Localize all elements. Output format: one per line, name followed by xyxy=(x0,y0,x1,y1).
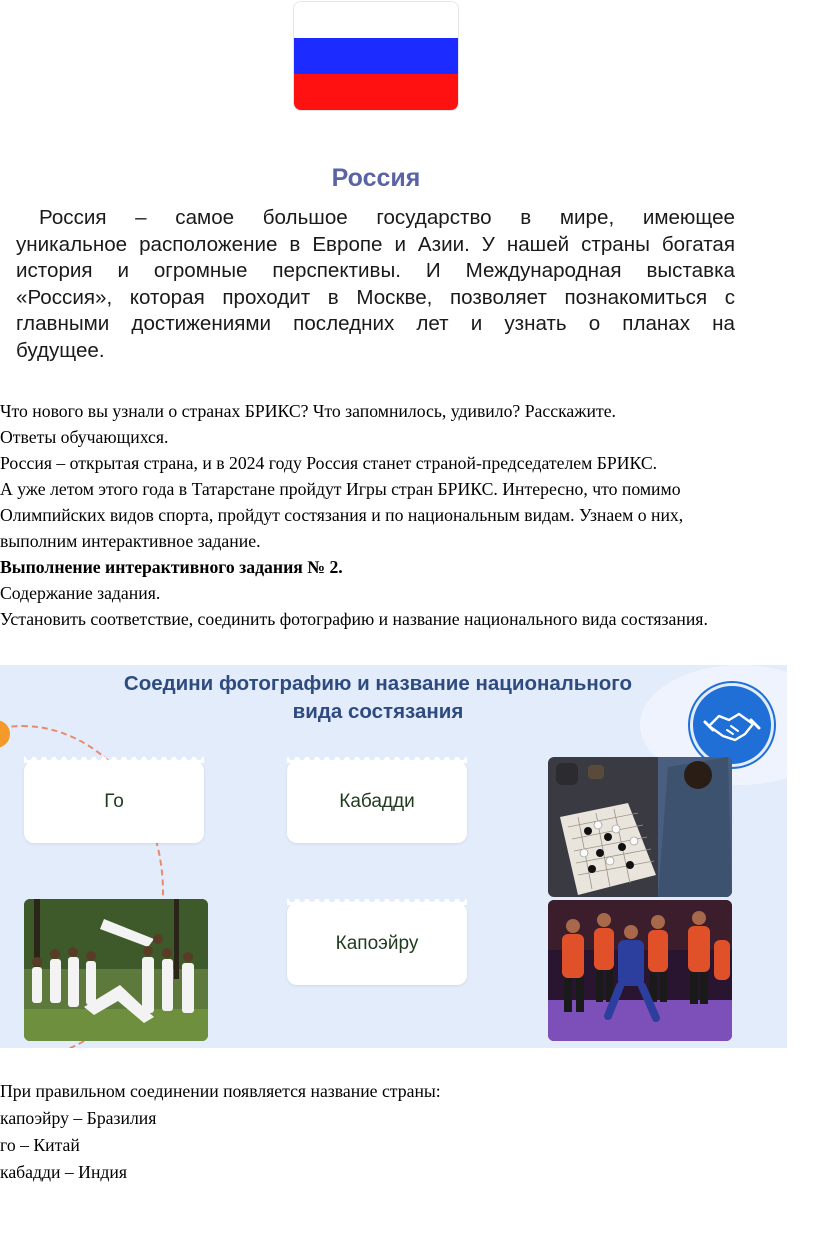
slide-title: Россия xyxy=(331,164,421,192)
answers-intro: При правильном соединении появляется название страны: xyxy=(0,1081,441,1101)
slide-paragraph-line: уникальное расположение в Европе и Азии. У нашей страны богатая xyxy=(16,232,735,256)
card-label: Го xyxy=(104,791,124,812)
slide-paragraph-line: главными достижениями последних лет и узнать о планах на xyxy=(16,312,735,336)
answers-block xyxy=(0,1078,441,1186)
slide-paragraph-line: «Россия», которая проходит в Москве, позволяет познакомиться с xyxy=(16,285,735,309)
card-capoeira[interactable] xyxy=(287,903,467,985)
document-line: Установить соответствие, соединить фотографию и название национального вида состязания. xyxy=(0,609,708,629)
task-heading: Выполнение интерактивного задания № 2. xyxy=(0,557,343,577)
flag-blue-stripe xyxy=(294,38,458,74)
card-label: Капоэйру xyxy=(335,933,419,954)
document-line: Ответы обучающихся. xyxy=(0,427,169,447)
card-go[interactable] xyxy=(24,761,204,843)
slide-paragraph-line: Россия – самое большое государство в мире, имеющее xyxy=(39,206,735,229)
slide-paragraph-line: будущее. xyxy=(16,338,105,362)
card-kabaddi[interactable] xyxy=(287,761,467,843)
interactive-task-image xyxy=(0,665,787,1048)
card-label: Кабадди xyxy=(339,791,415,812)
document-line: А уже летом этого года в Татарстане пройдут Игры стран БРИКС. Интересно, что помимо xyxy=(0,479,681,499)
document-line: Олимпийских видов спорта, пройдут состязания и по национальным видам. Узнаем о них, xyxy=(0,505,684,525)
document-line: Содержание задания. xyxy=(0,583,161,603)
flag-red-stripe xyxy=(294,74,458,110)
task-title-line: Соедини фотографию и название национального xyxy=(123,672,633,695)
answer-line: капоэйру – Бразилия xyxy=(0,1108,157,1128)
slide-paragraph-line: история и огромные перспективы. И Международная выставка xyxy=(16,259,735,283)
capoeira-photo[interactable] xyxy=(24,899,208,1041)
russia-flag xyxy=(294,2,458,110)
handshake-icon xyxy=(690,683,774,767)
slide-paragraph xyxy=(16,205,735,365)
answer-line: го – Китай xyxy=(0,1135,80,1155)
flag-white-stripe xyxy=(294,2,458,38)
document-line: Что нового вы узнали о странах БРИКС? Что запомнилось, удивило? Расскажите. xyxy=(0,401,616,421)
task-title xyxy=(0,670,756,726)
document-line: выполним интерактивное задание. xyxy=(0,531,261,551)
answer-line: кабадди – Индия xyxy=(0,1162,128,1182)
document-line: Россия – открытая страна, и в 2024 году Россия станет страной-председателем БРИКС. xyxy=(0,453,658,473)
task-title-line: вида состязания xyxy=(292,700,464,723)
go-game-photo[interactable] xyxy=(548,757,732,897)
kabaddi-photo[interactable] xyxy=(548,900,732,1041)
document-body xyxy=(0,398,816,632)
